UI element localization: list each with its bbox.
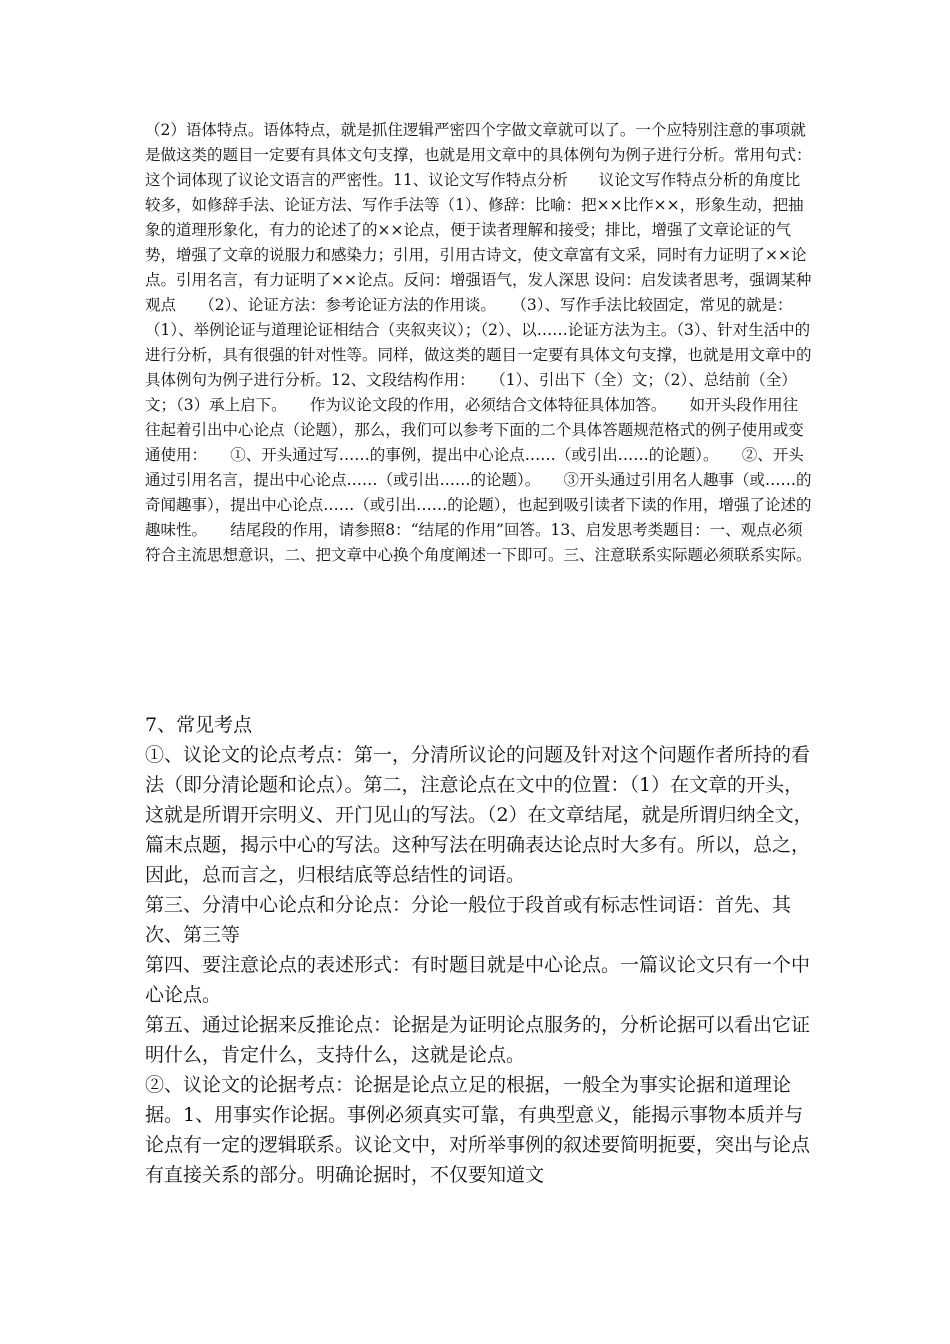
section2: [145, 710, 813, 1190]
section1-paragraph: （2）语体特点。语体特点，就是抓住逻辑严密四个字做文章就可以了。一个应特别注意的事项就是做这类的题目一定要有具体文句支撑，也就是用文章中的具体例句为例子进行分析。常用句式：这个词体现了议论文语言的严密性。11、议论文写作特点分析 议论文写作特点分析的角度比较多，如修辞手法、论证方法、写作手法等（1）、修辞：比喻：把××比作××，形象生动，把抽象的道理形象化，有力的论述了的××论点，便于读者理解和接受；排比，增强了文章论证的气势，增强了文章的说服力和感染力；引用，引用古诗文，使文章富有文采，同时有力证明了××论点。引用名言，有力证明了××论点。反问：增强语气，发人深思 设问：启发读者思考，强调某种观点 （2）、论证方法：参考论证方法的作用谈。 （3）、写作手法比较固定，常见的就是：（1）、举例论证与道理论证相结合（夹叙夹议）；（2）、以……论证方法为主。（3）、针对生活中的进行分析，具有很强的针对性等。同样，做这类的题目一定要有具体文句支撑，也就是用文章中的具体例句为例子进行分析。12、文段结构作用： （1）、引出下（全）文；（2）、总结前（全）文；（3）承上启下。 作为议论文段的作用，必须结合文体特征具体加答。 如开头段作用往往起着引出中心论点（论题），那么，我们可以参考下面的二个具体答题规范格式的例子使用或变通使用： ①、开头通过写……的事例，提出中心论点……（或引出……的论题）。 ②、开头通过引用名言，提出中心论点……（或引出……的论题）。 ③开头通过引用名人趣事（或……的奇闻趣事），提出中心论点……（或引出……的论题），也起到吸引读者下读的作用，增强了论述的趣味性。 结尾段的作用，请参照8：“结尾的作用”回答。13、启发思考类题目：一、观点必须符合主流思想意识，二、把文章中心换个角度阐述一下即可。三、注意联系实际题必须联系实际。: [145, 121, 812, 564]
section2-paragraph: ①、议论文的论点考点：第一，分清所议论的问题及针对这个问题作者所持的看法（即分清论题和论点）。第二，注意论点在文中的位置：（1）在文章的开头，这就是所谓开宗明义、开门见山的写法。（2）在文章结尾，就是所谓归纳全文，篇末点题，揭示中心的写法。这种写法在明确表达论点时大多有。所以，总之，因此，总而言之，归根结底等总结性的词语。: [145, 744, 813, 886]
section2-paragraph: 第四、要注意论点的表述形式：有时题目就是中心论点。一篇议论文只有一个中心论点。: [145, 954, 811, 1006]
section2-heading: 7、常见考点: [145, 714, 253, 736]
section2-paragraph: 第五、通过论据来反推论点：论据是为证明论点服务的，分析论据可以看出它证明什么，肯定什么，支持什么，这就是论点。: [145, 1014, 811, 1066]
section2-paragraph: 第三、分清中心论点和分论点：分论一般位于段首或有标志性词语：首先、其次、第三等: [145, 894, 792, 946]
section2-paragraph: ②、议论文的论据考点：论据是论点立足的根据，一般全为事实论据和道理论据。1、用事实作论据。事例必须真实可靠，有典型意义，能揭示事物本质并与论点有一定的逻辑联系。议论文中，对所举事例的叙述要简明扼要，突出与论点有直接关系的部分。明确论据时，不仅要知道文: [145, 1074, 811, 1186]
